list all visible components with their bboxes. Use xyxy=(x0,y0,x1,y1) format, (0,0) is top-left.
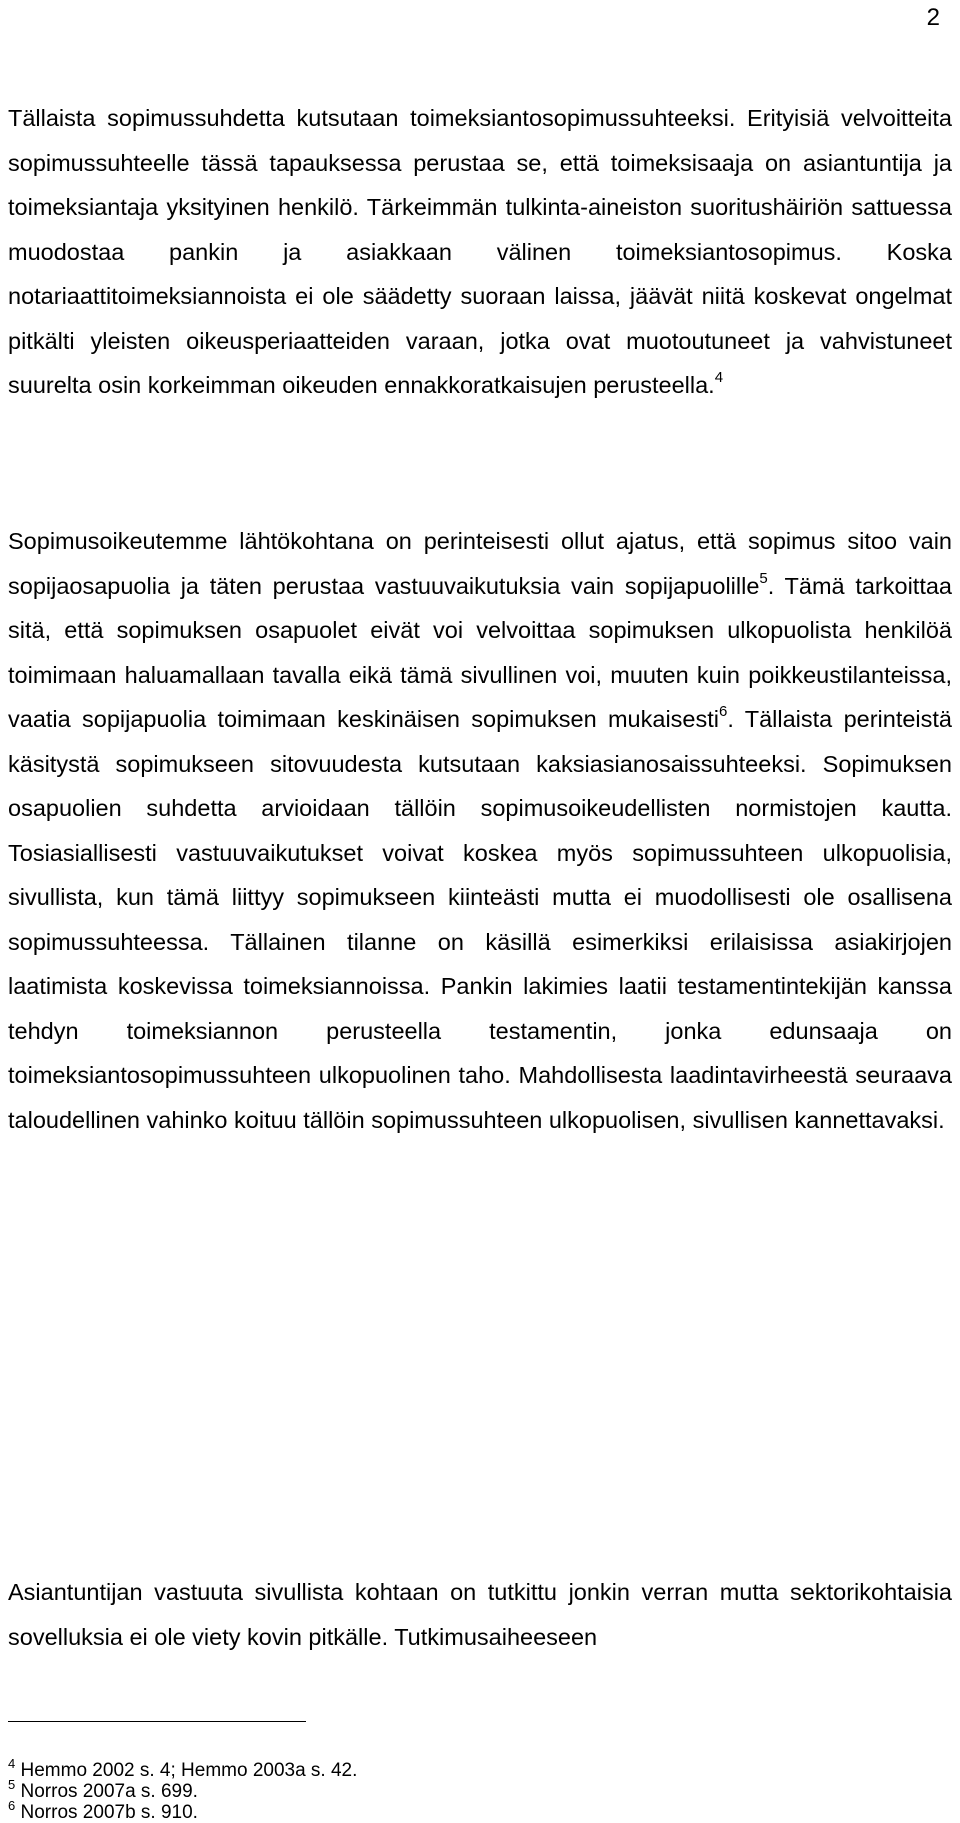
footnote-6 xyxy=(8,1798,952,1823)
footnote-ref-4: 4 xyxy=(714,369,724,386)
paragraph-2-text-b: . Tämä tarkoittaa sitä, että sopimuksen osapuolet eivät voi velvoittaa sopimuksen ulkopuolista henkilöä toimimaan haluamallaan tavalla eikä tämä sivullinen voi, muuten kuin poikkeustilanteissa, vaatia sopijapuolia toimimaan keskinäisen sopimuksen mukaisesti xyxy=(8,572,952,732)
footnote-text: Norros 2007b s. 910. xyxy=(20,1802,198,1823)
paragraph-3-text: Asiantuntijan vastuuta sivullista kohtaan on tutkittu jonkin verran mutta sektorikohtaisia sovelluksia ei ole viety kovin pitkälle. Tutkimusaiheeseen xyxy=(8,1579,952,1650)
paragraph-2-text-a: Sopimusoikeutemme lähtökohtana on perinteisesti ollut ajatus, että sopimus sitoo vain sopijaosapuolia ja täten perustaa vastuuvaikutuksia vain sopijapuolille xyxy=(8,528,952,599)
footnotes xyxy=(8,1756,952,1823)
paragraph-1 xyxy=(8,96,952,408)
footnote-ref-5: 5 xyxy=(759,569,768,587)
footnote-text: Norros 2007a s. 699. xyxy=(20,1781,198,1802)
paragraph-1-text: Tällaista sopimussuhdetta kutsutaan toimeksiantosopimussuhteeksi. Erityisiä velvoitteita sopimussuhteelle tässä tapauksessa perustaa se, että toimeksisaaja on asiantuntija ja toimeksiantaja yksityinen henkilö. Tärkeimmän tulkinta-aineiston suoritushäiriön sattuessa muodostaa pankin ja asiakkaan välinen toimeksiantosopimus. Koska notariaattitoimeksiannoista ei ole säädetty suoraan laissa, jäävät niitä koskevat ongelmat pitkälti yleisten oikeusperiaatteiden varaan, jotka ovat muotoutuneet ja vahvistuneet suurelta osin korkeimman oikeuden ennakkoratkaisujen perusteella. xyxy=(8,105,952,398)
paragraph-2 xyxy=(8,519,952,1142)
footnote-ref-6: 6 xyxy=(718,703,728,720)
paragraph-3 xyxy=(8,1570,952,1659)
footnote-number: 5 xyxy=(8,1777,16,1792)
footnote-number: 4 xyxy=(8,1756,16,1771)
paragraph-2-text-c: . Tällaista perinteistä käsitystä sopimukseen sitovuudesta kutsutaan kaksiasianosaissuhteeksi. Sopimuksen osapuolien suhdetta arvioidaan tällöin sopimusoikeudellisten normistojen kautta. Tosiasiallisesti vastuuvaikutukset voivat koskea myös sopimussuhteen ulkopuolisia, sivullista, kun tämä liittyy sopimukseen kiinteästi mutta ei muodollisesti ole osallisena sopimussuhteessa. Tällainen tilanne on käsillä esimerkiksi erilaisissa asiakirjojen laatimista koskevissa toimeksiannoissa. Pankin lakimies laatii testamentintekijän kanssa tehdyn toimeksiannon perusteella testamentin, jonka edunsaaja on toimeksiantosopimussuhteen ulkopuolinen taho. Mahdollisesta laadintavirheestä seuraava taloudellinen vahinko koituu tällöin sopimussuhteen ulkopuolisen, sivullisen kannettavaksi. xyxy=(8,706,952,1133)
footnote-text: Hemmo 2002 s. 4; Hemmo 2003a s. 42. xyxy=(20,1760,358,1781)
footnote-separator xyxy=(8,1721,306,1722)
page-number: 2 xyxy=(926,4,940,31)
footnote-5 xyxy=(8,1777,952,1802)
footnote-number: 6 xyxy=(8,1798,16,1813)
footnote-4 xyxy=(8,1756,952,1781)
